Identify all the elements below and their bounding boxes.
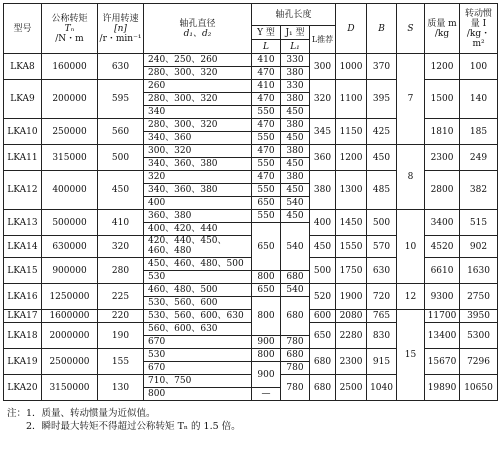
cell-bore: 340、360、380 — [144, 184, 252, 197]
header-bore-sub: d₁、d₂ — [183, 28, 212, 39]
cell-bore: 530 — [144, 271, 252, 284]
cell-l1: 780 — [281, 362, 310, 375]
cell-l1: 450 — [281, 184, 310, 197]
cell-b: 370 — [367, 54, 397, 80]
cell-model: LKA8 — [4, 54, 42, 80]
header-d: D — [336, 4, 367, 54]
cell-lrec: 680 — [310, 375, 336, 401]
header-mass-unit: /kg — [434, 28, 450, 39]
cell-d: 1100 — [336, 80, 367, 119]
cell-model: LKA9 — [4, 80, 42, 119]
cell-inertia: 3950 — [460, 310, 498, 323]
table-row — [4, 145, 498, 158]
cell-bore: 360、380 — [144, 210, 252, 223]
header-b: B — [367, 4, 397, 54]
cell-mass: 1500 — [425, 80, 460, 119]
cell-inertia: 1630 — [460, 258, 498, 284]
cell-mass: 15670 — [425, 349, 460, 375]
cell-lrec: 680 — [310, 349, 336, 375]
cell-model: LKA10 — [4, 119, 42, 145]
cell-inertia: 382 — [460, 171, 498, 210]
cell-l1: 380 — [281, 119, 310, 132]
cell-s: 8 — [397, 145, 425, 210]
cell-l1: 450 — [281, 132, 310, 145]
cell-inertia: 7296 — [460, 349, 498, 375]
cell-l: 800 — [252, 349, 281, 362]
cell-b: 1040 — [367, 375, 397, 401]
cell-d: 1750 — [336, 258, 367, 284]
cell-l1: 680 — [281, 297, 310, 336]
cell-b: 395 — [367, 80, 397, 119]
header-inertia-unit: /kg・m² — [466, 28, 491, 49]
cell-bore: 400、420、440 — [144, 223, 252, 236]
cell-torque: 1600000 — [42, 310, 98, 323]
note-1: 注：1．质量、转动惯量为近似值。 — [7, 408, 156, 419]
cell-speed: 595 — [98, 80, 144, 119]
cell-l: 650 — [252, 197, 281, 210]
cell-l1: 450 — [281, 210, 310, 223]
cell-l: 800 — [252, 271, 281, 284]
cell-speed: 130 — [98, 375, 144, 401]
cell-d: 1450 — [336, 210, 367, 236]
cell-lrec: 300 — [310, 54, 336, 80]
cell-l1: 450 — [281, 106, 310, 119]
cell-l1: 330 — [281, 80, 310, 93]
header-model: 型号 — [4, 4, 42, 54]
cell-d: 1900 — [336, 284, 367, 310]
cell-b: 630 — [367, 258, 397, 284]
header-l: L — [252, 40, 281, 54]
cell-inertia: 249 — [460, 145, 498, 171]
header-torque-unit: /N・m — [55, 33, 84, 44]
cell-torque: 250000 — [42, 119, 98, 145]
cell-l1: 780 — [281, 375, 310, 401]
cell-l1: 680 — [281, 271, 310, 284]
cell-l1: 540 — [281, 197, 310, 210]
cell-l: 550 — [252, 132, 281, 145]
cell-l1: 380 — [281, 145, 310, 158]
cell-l1: 780 — [281, 336, 310, 349]
cell-s: 7 — [397, 54, 425, 145]
header-torque-title: 公称转矩 — [51, 13, 88, 24]
header-torque — [42, 4, 98, 54]
cell-bore: 530、560、600 — [144, 297, 252, 310]
cell-l: 650 — [252, 284, 281, 297]
cell-lrec: 360 — [310, 145, 336, 171]
cell-d: 2300 — [336, 349, 367, 375]
cell-s: 10 — [397, 210, 425, 284]
cell-l1: 380 — [281, 93, 310, 106]
cell-bore: 340、360、380 — [144, 158, 252, 171]
cell-model: LKA19 — [4, 349, 42, 375]
cell-lrec: 450 — [310, 236, 336, 258]
cell-speed: 280 — [98, 258, 144, 284]
cell-inertia: 5300 — [460, 323, 498, 349]
cell-bore: 530 — [144, 349, 252, 362]
cell-model: LKA15 — [4, 258, 42, 284]
cell-torque: 500000 — [42, 210, 98, 236]
cell-l: 470 — [252, 145, 281, 158]
cell-lrec: 400 — [310, 210, 336, 236]
cell-mass: 13400 — [425, 323, 460, 349]
cell-l1: 540 — [281, 223, 310, 271]
cell-speed: 155 — [98, 349, 144, 375]
cell-speed: 630 — [98, 54, 144, 80]
header-speed-sub: [n] — [114, 23, 127, 34]
cell-l: 650 — [252, 223, 281, 271]
cell-torque: 3150000 — [42, 375, 98, 401]
cell-mass: 9300 — [425, 284, 460, 310]
cell-torque: 200000 — [42, 80, 98, 119]
cell-mass: 2300 — [425, 145, 460, 171]
cell-speed: 410 — [98, 210, 144, 236]
cell-b: 485 — [367, 171, 397, 210]
cell-torque: 1250000 — [42, 284, 98, 310]
cell-torque: 400000 — [42, 171, 98, 210]
cell-mass: 1810 — [425, 119, 460, 145]
cell-lrec: 345 — [310, 119, 336, 145]
header-y-type: Y 型 — [252, 26, 281, 40]
cell-bore: 280、300、320 — [144, 67, 252, 80]
cell-l: 550 — [252, 106, 281, 119]
cell-torque: 2000000 — [42, 323, 98, 349]
cell-bore: 300、320 — [144, 145, 252, 158]
cell-lrec: 600 — [310, 310, 336, 323]
cell-inertia: 902 — [460, 236, 498, 258]
cell-l: 550 — [252, 210, 281, 223]
cell-speed: 190 — [98, 323, 144, 349]
cell-b: 450 — [367, 145, 397, 171]
cell-bore: 340、360 — [144, 132, 252, 145]
cell-bore: 450、460、480、500 — [144, 258, 252, 271]
cell-d: 2500 — [336, 375, 367, 401]
cell-bore: 560、600、630 — [144, 323, 252, 336]
table-row — [4, 210, 498, 223]
cell-bore: 280、300、320 — [144, 93, 252, 106]
cell-l: 550 — [252, 184, 281, 197]
cell-b: 720 — [367, 284, 397, 310]
note-2: 2．瞬时最大转矩不得超过公称转矩 Tₙ 的 1.5 倍。 — [7, 421, 241, 432]
cell-d: 2280 — [336, 323, 367, 349]
header-bore — [144, 4, 252, 54]
header-speed — [98, 4, 144, 54]
header-l1: L₁ — [281, 40, 310, 54]
cell-l: 470 — [252, 171, 281, 184]
header-inertia — [460, 4, 498, 54]
table-body — [4, 54, 498, 401]
cell-mass: 11700 — [425, 310, 460, 323]
cell-bore: 420、440、450、460、480 — [144, 236, 252, 258]
cell-bore: 530、560、600、630 — [144, 310, 252, 323]
cell-bore: 670 — [144, 362, 252, 375]
cell-d: 1000 — [336, 54, 367, 80]
cell-inertia: 10650 — [460, 375, 498, 401]
table-row — [4, 310, 498, 323]
cell-bore: 670 — [144, 336, 252, 349]
cell-b: 830 — [367, 323, 397, 349]
coupling-spec-table — [3, 3, 498, 401]
cell-mass: 1200 — [425, 54, 460, 80]
cell-l1: 380 — [281, 171, 310, 184]
cell-speed: 220 — [98, 310, 144, 323]
cell-model: LKA18 — [4, 323, 42, 349]
cell-l: — — [252, 388, 281, 401]
cell-speed: 450 — [98, 171, 144, 210]
cell-l1: 680 — [281, 349, 310, 362]
header-speed-unit: /r・min⁻¹ — [99, 33, 142, 44]
cell-l: 410 — [252, 54, 281, 67]
cell-bore: 340 — [144, 106, 252, 119]
cell-b: 425 — [367, 119, 397, 145]
cell-b: 765 — [367, 310, 397, 323]
cell-d: 1300 — [336, 171, 367, 210]
header-lrec: L推荐 — [310, 26, 336, 54]
cell-bore: 240、250、260 — [144, 54, 252, 67]
cell-b: 915 — [367, 349, 397, 375]
cell-s: 12 — [397, 284, 425, 310]
cell-lrec: 380 — [310, 171, 336, 210]
cell-bore: 280、300、320 — [144, 119, 252, 132]
cell-d: 1550 — [336, 236, 367, 258]
cell-l: 410 — [252, 80, 281, 93]
cell-model: LKA13 — [4, 210, 42, 236]
cell-l: 800 — [252, 297, 281, 336]
cell-d: 1150 — [336, 119, 367, 145]
cell-speed: 225 — [98, 284, 144, 310]
cell-torque: 2500000 — [42, 349, 98, 375]
cell-b: 570 — [367, 236, 397, 258]
cell-l1: 450 — [281, 158, 310, 171]
cell-bore: 260 — [144, 80, 252, 93]
cell-l: 470 — [252, 67, 281, 80]
cell-speed: 500 — [98, 145, 144, 171]
cell-inertia: 2750 — [460, 284, 498, 310]
cell-l: 470 — [252, 93, 281, 106]
cell-torque: 900000 — [42, 258, 98, 284]
cell-inertia: 100 — [460, 54, 498, 80]
header-length: 轴孔长度 — [252, 4, 336, 26]
coupling-spec-table-container — [3, 3, 497, 433]
cell-model: LKA20 — [4, 375, 42, 401]
cell-inertia: 515 — [460, 210, 498, 236]
cell-d: 1200 — [336, 145, 367, 171]
header-mass-title: 质量 m — [427, 18, 457, 29]
cell-bore: 320 — [144, 171, 252, 184]
cell-bore: 400 — [144, 197, 252, 210]
cell-torque: 160000 — [42, 54, 98, 80]
cell-b: 500 — [367, 210, 397, 236]
cell-model: LKA14 — [4, 236, 42, 258]
header-mass — [425, 4, 460, 54]
cell-l: 900 — [252, 362, 281, 388]
cell-model: LKA16 — [4, 284, 42, 310]
cell-l: 470 — [252, 119, 281, 132]
table-row — [4, 284, 498, 297]
cell-bore: 710、750 — [144, 375, 252, 388]
cell-model: LKA12 — [4, 171, 42, 210]
cell-model: LKA11 — [4, 145, 42, 171]
cell-mass: 3400 — [425, 210, 460, 236]
cell-bore: 460、480、500 — [144, 284, 252, 297]
cell-mass: 19890 — [425, 375, 460, 401]
cell-d: 2080 — [336, 310, 367, 323]
cell-l: 900 — [252, 336, 281, 349]
cell-torque: 630000 — [42, 236, 98, 258]
header-torque-sub: Tₙ — [64, 23, 75, 34]
cell-mass: 2800 — [425, 171, 460, 210]
cell-mass: 6610 — [425, 258, 460, 284]
cell-model: LKA17 — [4, 310, 42, 323]
cell-l: 550 — [252, 158, 281, 171]
cell-speed: 560 — [98, 119, 144, 145]
header-inertia-title: 转动惯量 I — [465, 8, 493, 29]
cell-s: 15 — [397, 310, 425, 401]
header-j1-type: J₁ 型 — [281, 26, 310, 40]
cell-bore: 800 — [144, 388, 252, 401]
cell-lrec: 520 — [310, 284, 336, 310]
cell-inertia: 185 — [460, 119, 498, 145]
cell-torque: 315000 — [42, 145, 98, 171]
cell-l1: 540 — [281, 284, 310, 297]
cell-lrec: 320 — [310, 80, 336, 119]
header-bore-title: 轴孔直径 — [179, 18, 216, 29]
cell-lrec: 500 — [310, 258, 336, 284]
table-row — [4, 54, 498, 67]
cell-l1: 330 — [281, 54, 310, 67]
header-s: S — [397, 4, 425, 54]
cell-mass: 4520 — [425, 236, 460, 258]
cell-l1: 380 — [281, 67, 310, 80]
cell-inertia: 140 — [460, 80, 498, 119]
header-speed-title: 许用转速 — [102, 13, 139, 24]
cell-speed: 320 — [98, 236, 144, 258]
table-notes — [3, 407, 497, 433]
cell-lrec: 650 — [310, 323, 336, 349]
